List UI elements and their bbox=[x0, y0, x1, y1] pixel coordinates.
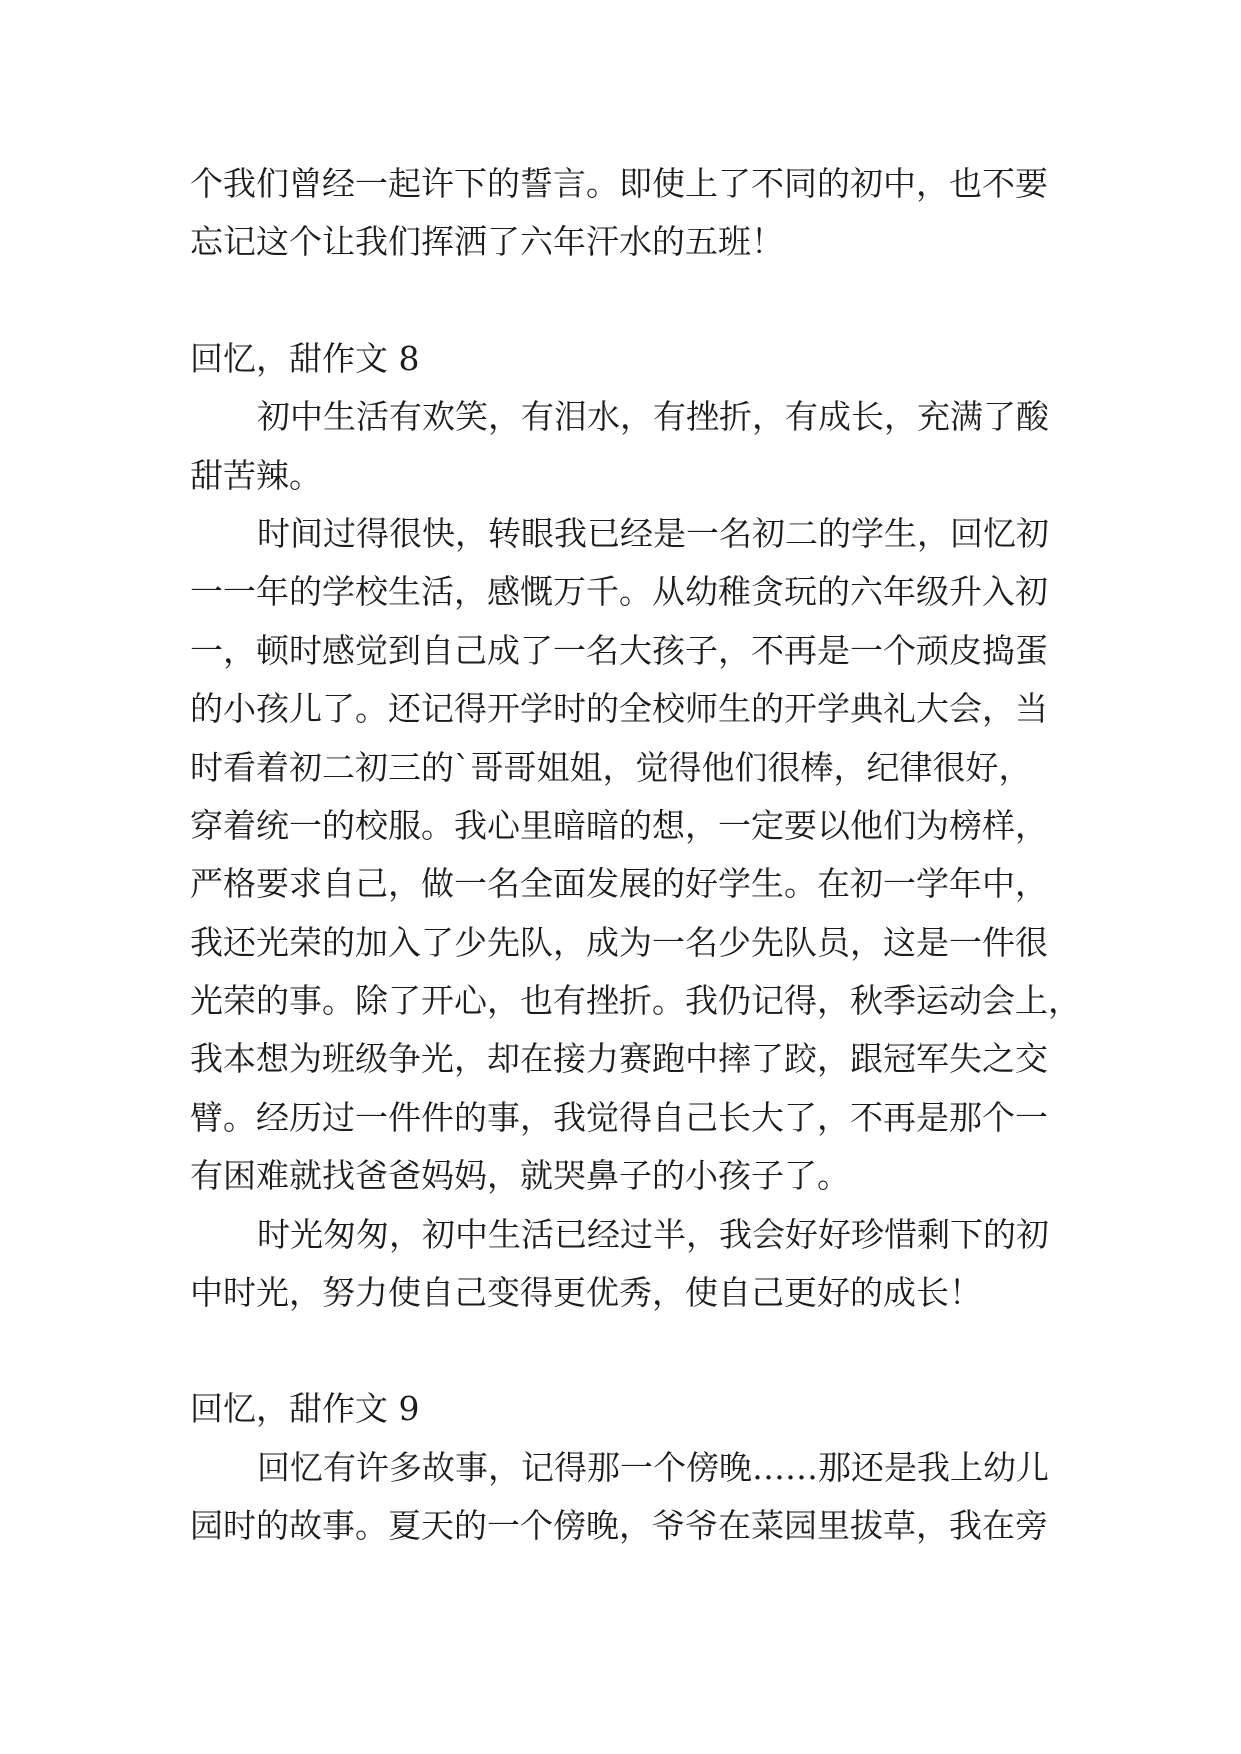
text-line: 臂。经历过一件件的事，我觉得自己长大了，不再是那个一 bbox=[190, 1097, 1048, 1137]
paragraph bbox=[190, 1206, 1241, 1323]
paragraph bbox=[190, 505, 1241, 1206]
text-line: 一，顿时感觉到自己成了一名大孩子，不再是一个顽皮捣蛋 bbox=[190, 630, 1048, 670]
essay-heading: 回忆，甜作文 8 bbox=[190, 338, 420, 378]
text-line: 初中生活有欢笑，有泪水，有挫折，有成长，充满了酸 bbox=[257, 397, 1049, 437]
text-line: 的小孩儿了。还记得开学时的全校师生的开学典礼大会，当 bbox=[190, 689, 1048, 729]
text-line: 中时光，努力使自己变得更优秀，使自己更好的成长！ bbox=[190, 1273, 982, 1313]
text-line: 时间过得很快，转眼我已经是一名初二的学生，回忆初 bbox=[257, 513, 1049, 553]
paragraph bbox=[190, 388, 1241, 505]
text-line: 时光匆匆，初中生活已经过半，我会好好珍惜剩下的初 bbox=[257, 1214, 1049, 1254]
essay-section-9 bbox=[190, 1380, 1241, 1555]
text-line: 我还光荣的加入了少先队，成为一名少先队员，这是一件很 bbox=[190, 922, 1048, 962]
paragraph-continuation bbox=[190, 155, 1241, 272]
text-line: 时看着初二初三的`哥哥姐姐，觉得他们很棒，纪律很好， bbox=[190, 747, 1032, 787]
text-line: 园时的故事。夏天的一个傍晚，爷爷在菜园里拔草，我在旁 bbox=[190, 1506, 1048, 1546]
text-line: 忘记这个让我们挥洒了六年汗水的五班！ bbox=[190, 222, 784, 262]
text-line: 我本想为班级争光，却在接力赛跑中摔了跤，跟冠军失之交 bbox=[190, 1039, 1048, 1079]
essay-heading: 回忆，甜作文 9 bbox=[190, 1389, 420, 1429]
text-line: 一一年的学校生活，感慨万千。从幼稚贪玩的六年级升入初 bbox=[190, 572, 1048, 612]
text-line: 有困难就找爸爸妈妈，就哭鼻子的小孩子了。 bbox=[190, 1156, 850, 1196]
text-line: 甜苦辣。 bbox=[190, 455, 322, 495]
text-line: 个我们曾经一起许下的誓言。即使上了不同的初中，也不要 bbox=[190, 164, 1048, 203]
paragraph bbox=[190, 1439, 1241, 1556]
essay-section-8 bbox=[190, 330, 1241, 1323]
text-line: 光荣的事。除了开心，也有挫折。我仍记得，秋季运动会上， bbox=[190, 981, 1081, 1021]
text-line: 严格要求自己，做一名全面发展的好学生。在初一学年中， bbox=[190, 864, 1048, 904]
text-line: 回忆有许多故事，记得那一个傍晚……那还是我上幼儿 bbox=[257, 1447, 1049, 1487]
text-line: 穿着统一的校服。我心里暗暗的想，一定要以他们为榜样， bbox=[190, 805, 1048, 845]
